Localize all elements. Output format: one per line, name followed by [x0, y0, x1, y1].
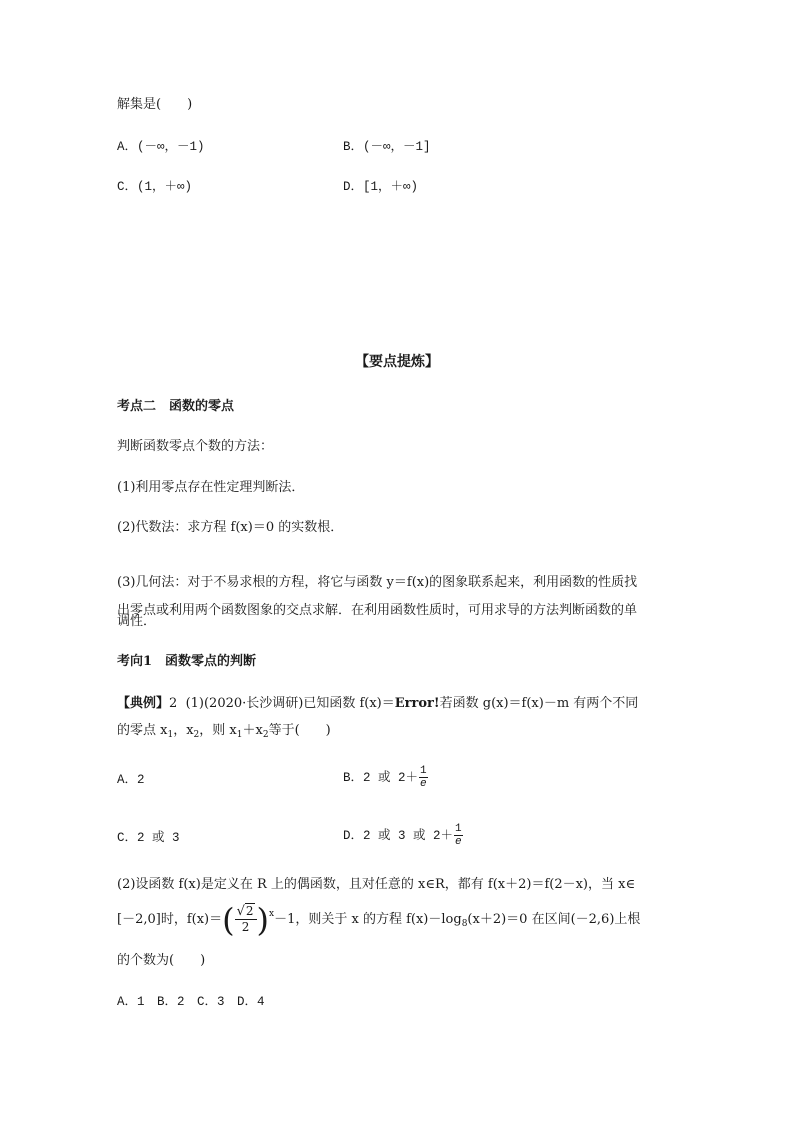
- part2-line-1: (2)设函数 f(x)是定义在 R 上的偶函数，且对任意的 x∈R，都有 f(x＋2)＝f(2－x)，当 x∈: [117, 877, 636, 892]
- text-fragment: 等于( ): [268, 723, 331, 738]
- fraction: [454, 823, 463, 848]
- subscript: 1: [236, 730, 243, 740]
- subscript: 1: [167, 730, 174, 740]
- fraction-denominator: e: [455, 836, 462, 849]
- text-fragment: ＋x: [242, 723, 263, 738]
- sqrt-fraction: [235, 904, 257, 935]
- text-fragment: [－2,0]时，f(x)＝: [117, 912, 223, 927]
- part2-line-3: 的个数为( ): [117, 953, 206, 968]
- intro-text: 判断函数零点个数的方法：: [117, 439, 274, 454]
- method-3-line-2: 出零点或利用两个函数图象的交点求解．在利用函数性质时，可用求导的方法判断函数的单: [117, 603, 638, 618]
- section-heading: 【要点提炼】: [355, 354, 439, 370]
- text-fragment: 的零点 x: [117, 723, 168, 738]
- fraction-numerator: 1: [420, 765, 427, 778]
- sqrt-icon: √: [236, 904, 245, 919]
- example-line-2: [117, 721, 331, 742]
- option-text: D．2 或 3 或 2＋: [343, 829, 454, 843]
- right-paren: ): [256, 900, 270, 939]
- text-fragment: －1，则关于 x 的方程 f(x)－log: [274, 912, 462, 927]
- example-part1-pre: (1)(2020·长沙调研)已知函数 f(x)＝: [185, 696, 395, 711]
- example-option-a: A．2: [117, 773, 145, 787]
- subscript: 2: [193, 730, 200, 740]
- left-paren: (: [222, 900, 235, 939]
- option-a: A．(－∞，－1): [117, 140, 205, 154]
- subscript: 2: [262, 730, 269, 740]
- sqrt-radicand: 2: [245, 904, 254, 918]
- option-c: C．(1，＋∞): [117, 180, 193, 194]
- error-placeholder: Error!: [394, 696, 440, 711]
- text-fragment: (x＋2)＝0 在区间(－2,6)上根: [467, 912, 641, 927]
- method-2: (2)代数法：求方程 f(x)＝0 的实数根．: [117, 520, 344, 535]
- part2-options: A．1 B．2 C．3 D．4: [117, 995, 265, 1009]
- exponent: x: [269, 909, 275, 919]
- fraction-denominator: e: [420, 778, 427, 791]
- example-line-1: [117, 694, 638, 714]
- method-3-line-1: (3)几何法：对于不易求根的方程，将它与函数 y＝f(x)的图象联系起来，利用函数的性质找: [117, 575, 638, 590]
- fraction: [419, 765, 428, 790]
- example-tag: 【典例】: [117, 696, 170, 711]
- option-text: B．2 或 2＋: [343, 771, 419, 785]
- method-1: (1)利用零点存在性定理判断法．: [117, 480, 305, 495]
- example-option-b: [343, 764, 428, 792]
- part2-line-2: [117, 898, 640, 943]
- example-option-c: C．2 或 3: [117, 831, 180, 845]
- direction-title: 考向1 函数零点的判断: [117, 654, 257, 669]
- example-part1-post: 若函数 g(x)＝f(x)－m 有两个不同: [439, 696, 639, 711]
- fraction-denominator: 2: [241, 920, 250, 934]
- topic-title: 考点二 函数的零点: [117, 399, 235, 414]
- example-option-d: [343, 822, 463, 850]
- question-stem-tail: 解集是( ): [117, 97, 193, 112]
- fraction-numerator: [235, 904, 257, 920]
- fraction-numerator: 1: [455, 823, 462, 836]
- method-3-line-3: 调性．: [117, 614, 157, 629]
- log-base: 8: [461, 919, 468, 929]
- text-fragment: ，x: [173, 723, 194, 738]
- text-fragment: ，则 x: [199, 723, 237, 738]
- option-b: B．(－∞，－1]: [343, 140, 431, 154]
- example-number: 2: [169, 696, 178, 711]
- option-d: D．[1，＋∞): [343, 180, 419, 194]
